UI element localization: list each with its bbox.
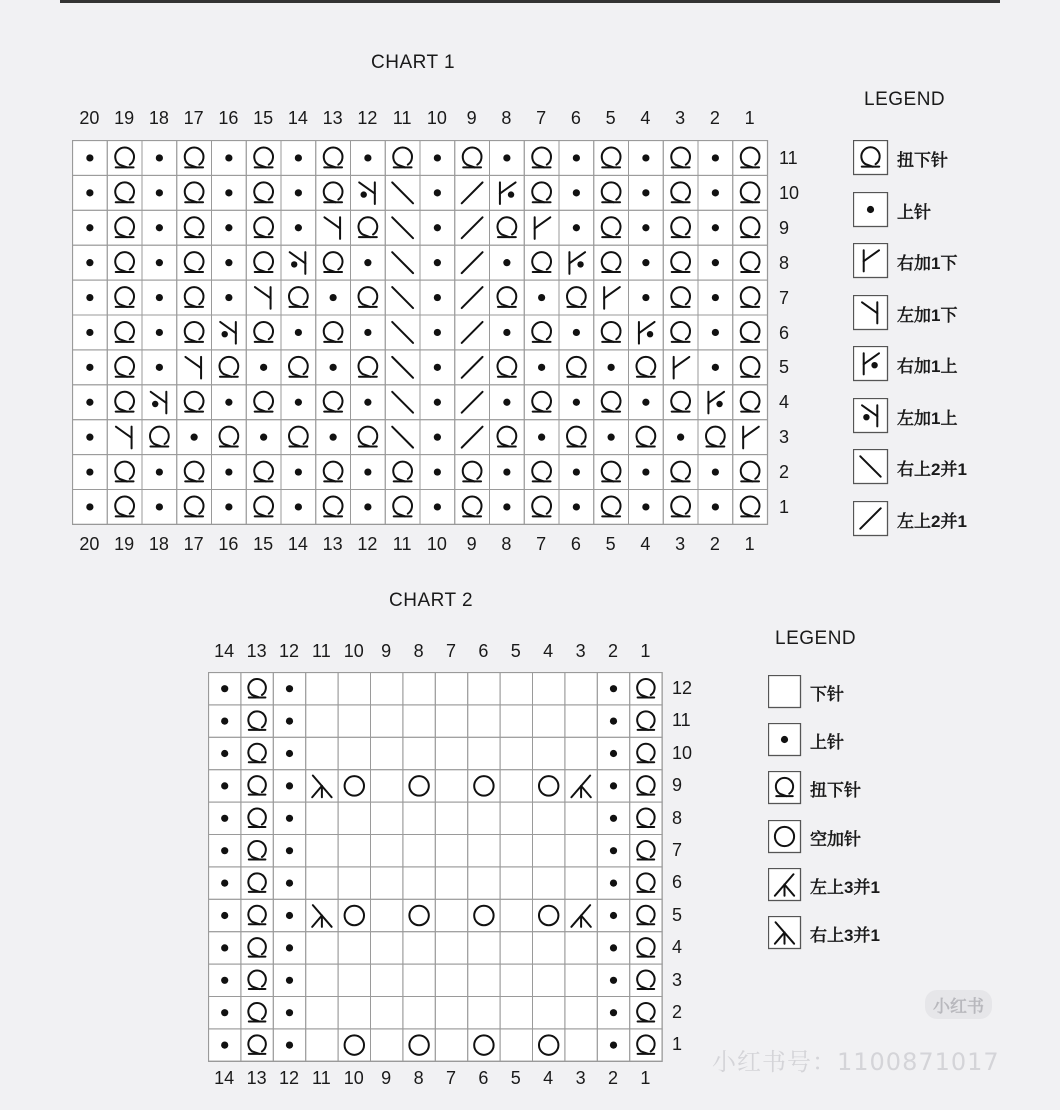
column-number: 14 — [287, 108, 308, 128]
column-number: 6 — [570, 108, 581, 128]
column-number: 19 — [114, 108, 135, 128]
column-number: 12 — [278, 641, 300, 661]
column-number: 3 — [575, 641, 586, 661]
column-number: 8 — [413, 1068, 424, 1088]
column-number: 12 — [278, 1068, 300, 1088]
column-number: 18 — [148, 108, 169, 128]
column-number: 9 — [381, 641, 392, 661]
column-number: 8 — [501, 534, 512, 554]
row-number: 2 — [779, 462, 790, 483]
row-number: 6 — [779, 322, 790, 343]
row-number: 2 — [672, 1002, 683, 1022]
column-number: 11 — [392, 534, 412, 554]
legend-label: 右加1下 — [897, 254, 958, 273]
column-number: 1 — [640, 641, 651, 661]
legend-symbol-left-increase-knit-symbol — [853, 295, 889, 331]
row-number: 11 — [779, 148, 798, 168]
column-number: 3 — [675, 108, 686, 128]
column-number: 9 — [381, 1068, 392, 1088]
column-number: 3 — [675, 534, 686, 554]
row-number: 4 — [672, 937, 683, 958]
legend-label: 空加针 — [810, 829, 861, 849]
row-number: 6 — [672, 872, 683, 893]
column-number: 12 — [357, 534, 378, 554]
row-number: 12 — [672, 678, 693, 698]
chart1-legend-title: LEGEND — [864, 89, 946, 110]
chart2-grid — [208, 672, 663, 1062]
column-number: 13 — [322, 108, 343, 128]
column-number: 7 — [536, 534, 547, 554]
column-number: 8 — [413, 641, 424, 661]
legend-label: 右加1上 — [897, 357, 958, 376]
legend-label: 扭下针 — [810, 781, 861, 801]
row-number: 10 — [672, 742, 693, 763]
column-number: 14 — [287, 534, 308, 554]
legend-label: 右上2并1 — [897, 460, 967, 479]
legend-label: 右上3并1 — [810, 926, 880, 945]
chart1-grid — [72, 140, 769, 526]
column-number: 14 — [214, 641, 235, 661]
chart2-legend-title: LEGEND — [775, 628, 857, 649]
legend-symbol-purl-dot — [853, 192, 889, 228]
column-number: 10 — [343, 1068, 364, 1088]
row-number: 4 — [779, 392, 790, 413]
legend-symbol-left-increase-purl-symbol — [853, 398, 889, 434]
column-number: 6 — [478, 1068, 489, 1088]
column-number: 1 — [744, 534, 755, 554]
column-number: 5 — [605, 108, 616, 128]
column-number: 10 — [343, 641, 364, 661]
legend-symbol-twisted-knit-symbol — [853, 140, 889, 176]
column-number: 17 — [183, 534, 204, 554]
row-number: 1 — [672, 1034, 683, 1055]
column-number: 1 — [640, 1068, 651, 1088]
column-number: 7 — [445, 641, 456, 661]
chart2-title: CHART 2 — [389, 590, 474, 611]
watermark-id: 小红书号：1100871017 — [712, 1048, 1000, 1076]
legend-label: 上针 — [897, 202, 931, 222]
top-rule — [60, 0, 1000, 3]
legend-symbol-twisted-knit-symbol — [768, 771, 802, 805]
column-number: 8 — [501, 108, 512, 128]
legend-symbol-right-increase-knit-symbol — [853, 243, 889, 279]
legend-symbol-right-k2tog-symbol — [853, 449, 889, 485]
column-number: 11 — [392, 108, 412, 128]
row-number: 5 — [672, 904, 683, 925]
column-number: 4 — [640, 108, 651, 128]
column-number: 13 — [246, 1068, 267, 1088]
column-number: 11 — [312, 641, 331, 661]
column-number: 20 — [79, 534, 100, 554]
column-number: 19 — [114, 534, 135, 554]
column-number: 9 — [466, 108, 477, 128]
watermark-badge: 小红书 — [925, 990, 992, 1019]
column-number: 16 — [218, 108, 239, 128]
legend-symbol-left-k2tog-symbol — [853, 501, 889, 537]
legend-label: 下针 — [810, 685, 844, 704]
column-number: 9 — [466, 534, 477, 554]
column-number: 10 — [426, 534, 447, 554]
row-number: 5 — [779, 357, 790, 378]
row-number: 8 — [779, 252, 790, 273]
legend-label: 左上2并1 — [897, 511, 967, 531]
column-number: 16 — [218, 534, 239, 554]
column-number: 2 — [709, 108, 720, 128]
column-number: 17 — [183, 108, 204, 128]
column-number: 2 — [709, 534, 720, 554]
column-number: 15 — [253, 534, 274, 554]
legend-symbol-right-increase-purl-symbol — [853, 346, 889, 382]
row-number: 3 — [672, 969, 683, 990]
legend-label: 扭下针 — [897, 151, 948, 170]
chart1-title: CHART 1 — [371, 52, 456, 73]
column-number: 4 — [543, 1068, 554, 1088]
legend-symbol-purl-dot — [768, 723, 802, 757]
row-number: 8 — [672, 807, 683, 828]
legend-symbol-yarn-over-circle — [768, 820, 802, 854]
legend-label: 左加1下 — [897, 305, 958, 325]
column-number: 5 — [510, 641, 521, 661]
legend-label: 上针 — [810, 733, 844, 753]
column-number: 14 — [214, 1068, 235, 1088]
column-number: 3 — [575, 1068, 586, 1088]
row-number: 3 — [779, 427, 790, 448]
column-number: 4 — [543, 641, 554, 661]
column-number: 7 — [536, 108, 547, 128]
column-number: 15 — [253, 108, 274, 128]
legend-symbol-knit-blank — [768, 675, 802, 709]
legend-symbol-right-k3tog-symbol — [768, 916, 802, 950]
row-number: 11 — [672, 710, 691, 731]
legend-symbol-left-k3tog-symbol — [768, 868, 802, 902]
row-number: 7 — [779, 287, 790, 308]
row-number: 9 — [779, 217, 790, 238]
column-number: 13 — [246, 641, 267, 661]
column-number: 6 — [478, 641, 489, 661]
column-number: 1 — [744, 108, 755, 128]
column-number: 7 — [445, 1068, 456, 1088]
column-number: 13 — [322, 534, 343, 554]
column-number: 5 — [605, 534, 616, 554]
row-number: 7 — [672, 840, 683, 860]
legend-label: 左上3并1 — [810, 877, 880, 897]
legend-label: 左加1上 — [897, 408, 958, 428]
row-number: 10 — [779, 182, 800, 203]
column-number: 5 — [510, 1068, 521, 1088]
column-number: 2 — [607, 641, 618, 661]
column-number: 6 — [570, 534, 581, 554]
column-number: 20 — [79, 108, 100, 128]
row-number: 9 — [672, 775, 683, 796]
column-number: 11 — [312, 1068, 331, 1088]
column-number: 4 — [640, 534, 651, 554]
column-number: 2 — [607, 1068, 618, 1088]
column-number: 18 — [148, 534, 169, 554]
column-number: 10 — [426, 108, 447, 128]
column-number: 12 — [357, 108, 378, 128]
row-number: 1 — [779, 497, 790, 517]
